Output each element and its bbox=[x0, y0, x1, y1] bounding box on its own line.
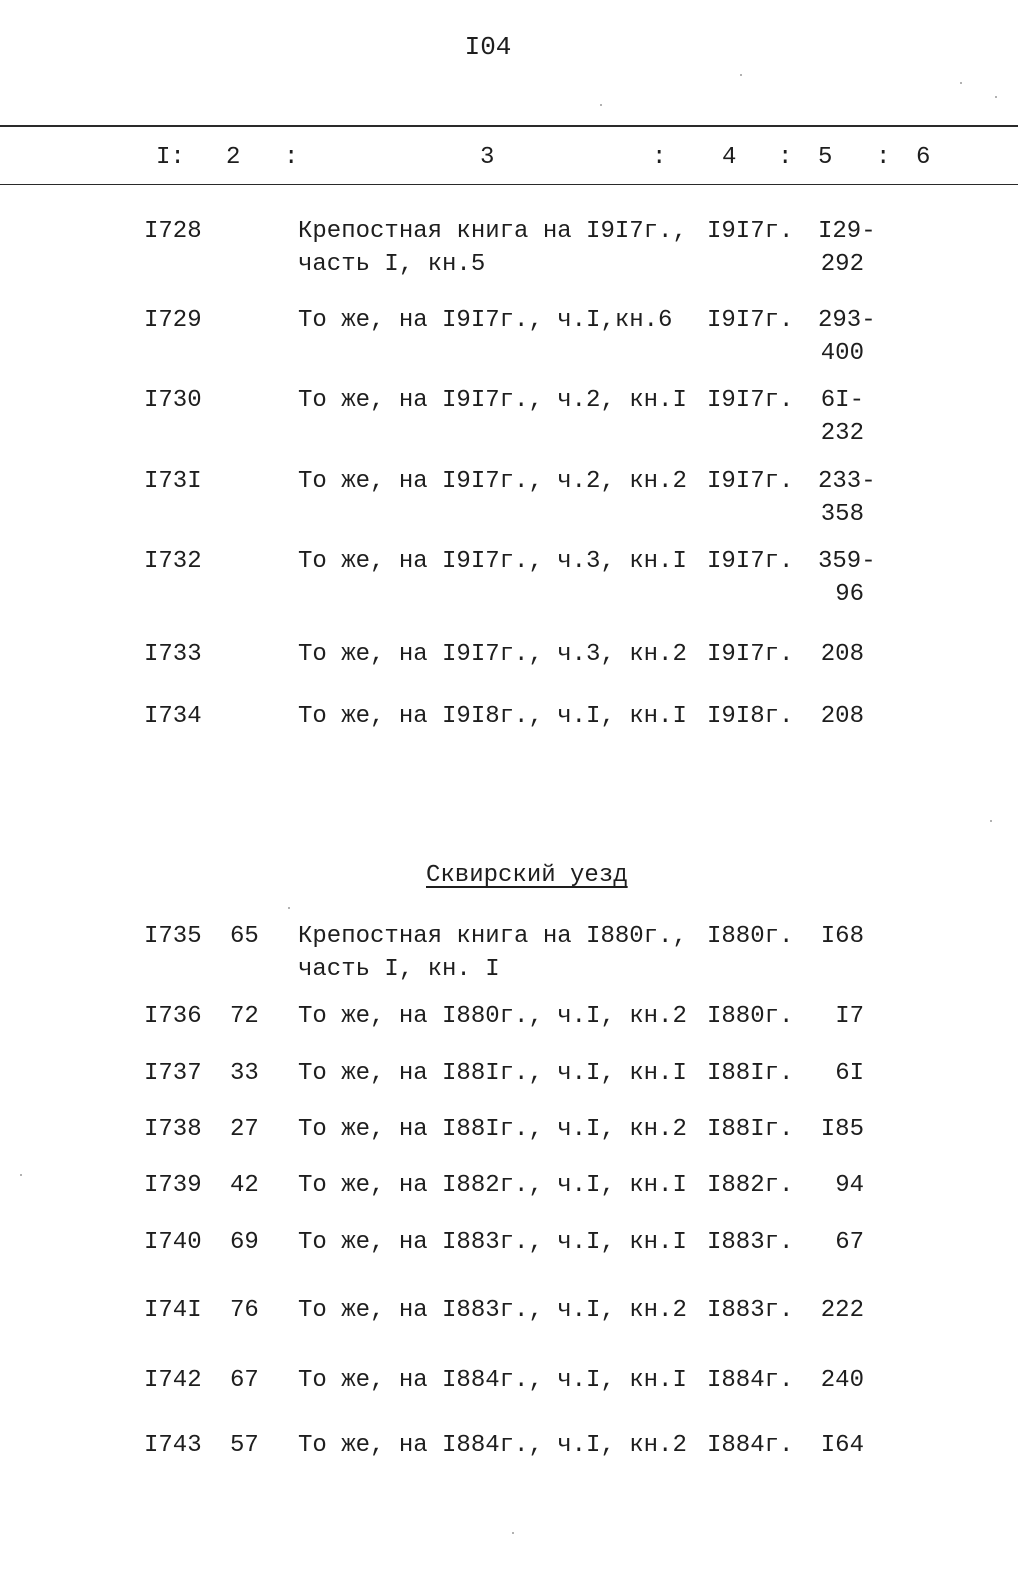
row-date: I88Iг. bbox=[707, 1060, 794, 1087]
row-pages: 233- 358 bbox=[818, 468, 876, 528]
row-description: То же, на I9I7г., ч.3, кн.I bbox=[298, 548, 687, 575]
row-date: I9I7г. bbox=[707, 307, 794, 334]
row-date: I9I7г. bbox=[707, 468, 794, 495]
row-number: I732 bbox=[144, 548, 202, 575]
row-pages: I68 bbox=[820, 923, 864, 950]
row-date: I883г. bbox=[707, 1229, 794, 1256]
row-number: I733 bbox=[144, 641, 202, 668]
row-date: I883г. bbox=[707, 1297, 794, 1324]
column-header-3: 3 bbox=[480, 144, 495, 171]
row-number: I735 bbox=[144, 923, 202, 950]
row-date: I884г. bbox=[707, 1432, 794, 1459]
row-date: I9I7г. bbox=[707, 387, 794, 414]
row-date: I9I7г. bbox=[707, 548, 794, 575]
column-header-separator: : bbox=[778, 144, 793, 171]
row-number: I734 bbox=[144, 703, 202, 730]
row-date: I882г. bbox=[707, 1172, 794, 1199]
row-pages: 208 bbox=[820, 641, 864, 668]
row-col2: 57 bbox=[230, 1432, 259, 1459]
scan-speck bbox=[288, 907, 290, 909]
scan-speck bbox=[740, 74, 742, 76]
row-description: То же, на I9I7г., ч.I,кн.6 bbox=[298, 307, 673, 334]
row-description: То же, на I884г., ч.I, кн.I bbox=[298, 1367, 687, 1394]
row-date: I880г. bbox=[707, 923, 794, 950]
row-number: I736 bbox=[144, 1003, 202, 1030]
row-pages: 6I bbox=[835, 1060, 864, 1087]
column-header-6: 6 bbox=[916, 144, 931, 171]
row-pages: I64 bbox=[820, 1432, 864, 1459]
row-pages: 94 bbox=[835, 1172, 864, 1199]
scan-speck bbox=[20, 1174, 22, 1176]
row-col2: 67 bbox=[230, 1367, 259, 1394]
row-col2: 76 bbox=[230, 1297, 259, 1324]
row-col2: 42 bbox=[230, 1172, 259, 1199]
column-header-separator: : bbox=[652, 144, 667, 171]
scan-speck bbox=[600, 104, 602, 106]
row-number: I729 bbox=[144, 307, 202, 334]
row-number: I738 bbox=[144, 1116, 202, 1143]
row-number: I737 bbox=[144, 1060, 202, 1087]
row-col2: 33 bbox=[230, 1060, 259, 1087]
row-date: I9I8г. bbox=[707, 703, 794, 730]
row-pages: I85 bbox=[820, 1116, 864, 1143]
row-pages: 293- 400 bbox=[818, 307, 876, 367]
section-title: Сквирский уезд bbox=[426, 862, 628, 889]
column-header-separator: : bbox=[284, 144, 299, 171]
row-pages: 67 bbox=[835, 1229, 864, 1256]
row-date: I880г. bbox=[707, 1003, 794, 1030]
row-description: То же, на I9I8г., ч.I, кн.I bbox=[298, 703, 687, 730]
row-number: I742 bbox=[144, 1367, 202, 1394]
column-header-2: 2 bbox=[226, 144, 241, 171]
column-header-5: 5 bbox=[818, 144, 833, 171]
row-date: I9I7г. bbox=[707, 641, 794, 668]
row-pages: 222 bbox=[820, 1297, 864, 1324]
scan-speck bbox=[995, 96, 997, 98]
row-description: То же, на I88Iг., ч.I, кн.I bbox=[298, 1060, 687, 1087]
row-pages: 359- 96 bbox=[818, 548, 876, 608]
row-description: То же, на I88Iг., ч.I, кн.2 bbox=[298, 1116, 687, 1143]
row-description: То же, на I883г., ч.I, кн.2 bbox=[298, 1297, 687, 1324]
column-header-4: 4 bbox=[722, 144, 737, 171]
header-top-rule bbox=[0, 125, 1018, 127]
row-description: То же, на I9I7г., ч.3, кн.2 bbox=[298, 641, 687, 668]
row-col2: 27 bbox=[230, 1116, 259, 1143]
row-pages: 240 bbox=[820, 1367, 864, 1394]
row-pages: I29- 292 bbox=[818, 218, 876, 278]
row-col2: 65 bbox=[230, 923, 259, 950]
column-header-separator: : bbox=[876, 144, 891, 171]
row-date: I88Iг. bbox=[707, 1116, 794, 1143]
row-number: I728 bbox=[144, 218, 202, 245]
row-number: I739 bbox=[144, 1172, 202, 1199]
row-number: I74I bbox=[144, 1297, 202, 1324]
row-col2: 72 bbox=[230, 1003, 259, 1030]
row-date: I884г. bbox=[707, 1367, 794, 1394]
row-col2: 69 bbox=[230, 1229, 259, 1256]
column-header-1: I: bbox=[156, 144, 185, 171]
row-description: То же, на I882г., ч.I, кн.I bbox=[298, 1172, 687, 1199]
row-number: I743 bbox=[144, 1432, 202, 1459]
row-description: То же, на I880г., ч.I, кн.2 bbox=[298, 1003, 687, 1030]
row-description: То же, на I884г., ч.I, кн.2 bbox=[298, 1432, 687, 1459]
row-pages: 208 bbox=[820, 703, 864, 730]
scan-speck bbox=[960, 82, 962, 84]
row-description: Крепостная книга на I9I7г., часть I, кн.5 bbox=[298, 218, 687, 278]
row-description: То же, на I883г., ч.I, кн.I bbox=[298, 1229, 687, 1256]
row-date: I9I7г. bbox=[707, 218, 794, 245]
header-bottom-rule bbox=[0, 184, 1018, 185]
row-number: I730 bbox=[144, 387, 202, 414]
scan-speck bbox=[990, 820, 992, 822]
row-number: I73I bbox=[144, 468, 202, 495]
scan-speck bbox=[512, 1532, 514, 1534]
row-number: I740 bbox=[144, 1229, 202, 1256]
page-number: I04 bbox=[464, 32, 512, 62]
row-description: То же, на I9I7г., ч.2, кн.2 bbox=[298, 468, 687, 495]
row-description: То же, на I9I7г., ч.2, кн.I bbox=[298, 387, 687, 414]
row-description: Крепостная книга на I880г., часть I, кн. I bbox=[298, 923, 687, 983]
row-pages: 6I- 232 bbox=[820, 387, 864, 447]
row-pages: I7 bbox=[835, 1003, 864, 1030]
